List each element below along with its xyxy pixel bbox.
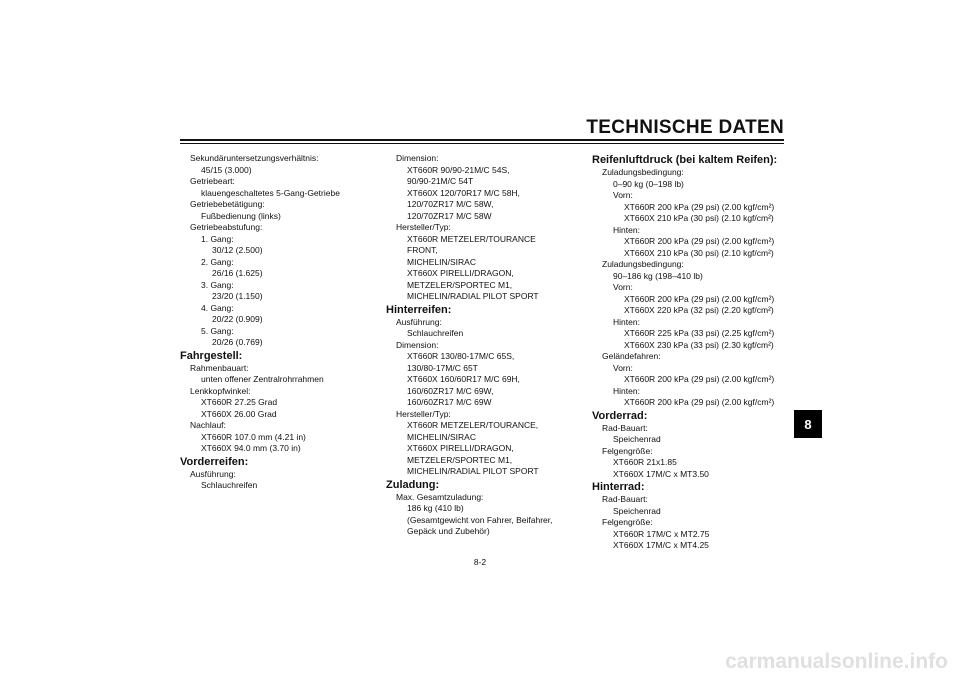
spec-line: XT660R 200 kPa (29 psi) (2.00 kgf/cm²) xyxy=(624,201,775,212)
spec-line: 90–186 kg (198–410 lb) xyxy=(613,270,703,281)
spec-line: 1. Gang: xyxy=(201,233,234,244)
spec-line: 120/70ZR17 M/C 58W, xyxy=(407,199,494,209)
spec-line: Felgengröße: xyxy=(602,517,653,527)
spec-line: 45/15 (3.000) xyxy=(201,164,252,175)
spec-line: Getriebeabstufung: xyxy=(190,222,263,232)
spec-line: XT660X 160/60R17 M/C 69H, xyxy=(407,374,520,384)
spec-line: Rad-Bauart: xyxy=(602,422,648,433)
spec-line: XT660R 200 kPa (29 psi) (2.00 kgf/cm²) xyxy=(624,397,775,407)
section-heading: Hinterrad: xyxy=(592,481,645,493)
spec-line: Speichenrad xyxy=(613,434,661,444)
spec-line: XT660X 17M/C x MT3.50 xyxy=(613,468,709,479)
spec-line: Ausführung: xyxy=(190,468,236,479)
spec-line: Lenkkopfwinkel: xyxy=(190,385,251,396)
spec-line: XT660R 27.25 Grad xyxy=(201,397,278,407)
spec-line: Fußbedienung (links) xyxy=(201,210,281,221)
spec-line: XT660R 200 kPa (29 psi) (2.00 kgf/cm²) xyxy=(624,374,775,384)
spec-line: XT660R 107.0 mm (4.21 in) xyxy=(201,431,306,442)
spec-line: FRONT, xyxy=(407,245,438,255)
section-heading: Zuladung: xyxy=(386,478,440,491)
spec-line: Schlauchreifen xyxy=(407,328,464,338)
spec-line: XT660R 200 kPa (29 psi) (2.00 kgf/cm²) xyxy=(624,236,775,246)
spec-line: 5. Gang: xyxy=(201,325,234,336)
spec-line: Dimension: xyxy=(396,339,439,350)
spec-line: XT660X PIRELLI/DRAGON, xyxy=(407,268,514,278)
spec-line: 90/90-21M/C 54T xyxy=(407,176,474,186)
title-rule-thick xyxy=(180,139,784,141)
spec-line: XT660X 220 kPa (32 psi) (2.20 kgf/cm²) xyxy=(624,305,774,315)
spec-line: Hinten: xyxy=(613,385,640,396)
spec-line: unten offener Zentralrohrrahmen xyxy=(201,374,324,384)
section-heading: Vorderreifen: xyxy=(180,455,249,468)
spec-line: Hersteller/Typ: xyxy=(396,222,451,232)
spec-line: Vorn: xyxy=(613,190,633,200)
spec-line: XT660X 210 kPa (30 psi) (2.10 kgf/cm²) xyxy=(624,213,774,223)
spec-line: Vorn: xyxy=(613,362,633,373)
spec-line: Gepäck und Zubehör) xyxy=(407,526,490,536)
spec-line: 23/20 (1.150) xyxy=(212,291,263,301)
spec-line: XT660R 21x1.85 xyxy=(613,457,677,467)
spec-line: Getriebebetätigung: xyxy=(190,199,265,209)
spec-line: Geländefahren: xyxy=(602,351,661,361)
spec-line: MICHELIN/RADIAL PILOT SPORT xyxy=(407,291,539,301)
spec-line: XT660X 210 kPa (30 psi) (2.10 kgf/cm²) xyxy=(624,247,774,258)
spec-line: 4. Gang: xyxy=(201,302,234,313)
spec-line: XT660R 90/90-21M/C 54S, xyxy=(407,164,510,175)
spec-line: Max. Gesamtzuladung: xyxy=(396,491,484,502)
spec-line: Hersteller/Typ: xyxy=(396,408,451,419)
spec-line: Speichenrad xyxy=(613,505,661,516)
spec-line: XT660X 17M/C x MT4.25 xyxy=(613,540,709,550)
spec-line: 160/60ZR17 M/C 69W xyxy=(407,397,492,407)
spec-line: 186 kg (410 lb) xyxy=(407,503,464,513)
spec-line: Sekundäruntersetzungsverhältnis: xyxy=(190,153,319,163)
spec-line: 30/12 (2.500) xyxy=(212,245,263,255)
spec-line: 130/80-17M/C 65T xyxy=(407,362,478,373)
spec-line: MICHELIN/SIRAC xyxy=(407,256,476,267)
spec-line: XT660R 225 kPa (33 psi) (2.25 kgf/cm²) xyxy=(624,328,775,338)
spec-line: XT660X 94.0 mm (3.70 in) xyxy=(201,443,301,453)
spec-line: 0–90 kg (0–198 lb) xyxy=(613,178,684,189)
spec-line: XT660X 26.00 Grad xyxy=(201,408,277,419)
spec-line: MICHELIN/SIRAC xyxy=(407,431,476,442)
watermark: carmanualsonline.info xyxy=(725,650,948,673)
spec-line: Zuladungsbedingung: xyxy=(602,167,684,177)
spec-line: Hinten: xyxy=(613,316,640,327)
spec-line: Ausführung: xyxy=(396,316,442,327)
spec-line: (Gesamtgewicht von Fahrer, Beifahrer, xyxy=(407,514,553,525)
page-title: TECHNISCHE DATEN xyxy=(586,117,784,138)
chapter-tab[interactable]: 8 xyxy=(794,410,822,438)
spec-line: 26/16 (1.625) xyxy=(212,268,263,278)
spec-line: Dimension: xyxy=(396,153,439,163)
spec-line: 20/26 (0.769) xyxy=(212,337,263,347)
spec-line: klauengeschaltetes 5-Gang-Getriebe xyxy=(201,187,340,198)
spec-line: XT660R METZELER/TOURANCE xyxy=(407,233,536,244)
spec-line: Getriebeart: xyxy=(190,176,235,186)
spec-line: Zuladungsbedingung: xyxy=(602,259,684,269)
spec-line: Rad-Bauart: xyxy=(602,494,648,504)
spec-line: 3. Gang: xyxy=(201,279,234,290)
section-heading: Fahrgestell: xyxy=(180,349,243,362)
spec-line: XT660X PIRELLI/DRAGON, xyxy=(407,443,514,453)
spec-line: 20/22 (0.909) xyxy=(212,314,263,324)
spec-line: XT660R 17M/C x MT2.75 xyxy=(613,528,710,539)
spec-line: Rahmenbauart: xyxy=(190,362,249,373)
spec-line: MICHELIN/RADIAL PILOT SPORT xyxy=(407,466,539,476)
spec-line: XT660R 200 kPa (29 psi) (2.00 kgf/cm²) xyxy=(624,293,775,304)
spec-line: Nachlauf: xyxy=(190,420,226,430)
spec-line: XT660R METZELER/TOURANCE, xyxy=(407,420,539,430)
spec-line: METZELER/SPORTEC M1, xyxy=(407,454,513,465)
spec-line: XT660X 120/70R17 M/C 58H, xyxy=(407,187,520,198)
spec-line: 160/60ZR17 M/C 69W, xyxy=(407,385,494,396)
title-rule-thin xyxy=(180,143,784,144)
spec-column-3 xyxy=(592,153,792,552)
spec-line: Felgengröße: xyxy=(602,445,653,456)
spec-line: XT660R 130/80-17M/C 65S, xyxy=(407,351,515,361)
spec-line: Vorn: xyxy=(613,282,633,292)
section-heading: Hinterreifen: xyxy=(386,303,452,316)
page-number: 8-2 xyxy=(473,557,487,567)
spec-line: Schlauchreifen xyxy=(201,480,258,490)
spec-line: 2. Gang: xyxy=(201,256,234,267)
spec-line: XT660X 230 kPa (33 psi) (2.30 kgf/cm²) xyxy=(624,339,774,350)
spec-line: 120/70ZR17 M/C 58W xyxy=(407,210,492,221)
section-heading: Reifenluftdruck (bei kaltem Reifen): xyxy=(592,154,778,166)
spec-column-2 xyxy=(386,153,576,538)
spec-line: METZELER/SPORTEC M1, xyxy=(407,279,513,290)
spec-line: Hinten: xyxy=(613,224,640,235)
section-heading: Vorderrad: xyxy=(592,409,648,422)
spec-column-1 xyxy=(180,153,375,492)
